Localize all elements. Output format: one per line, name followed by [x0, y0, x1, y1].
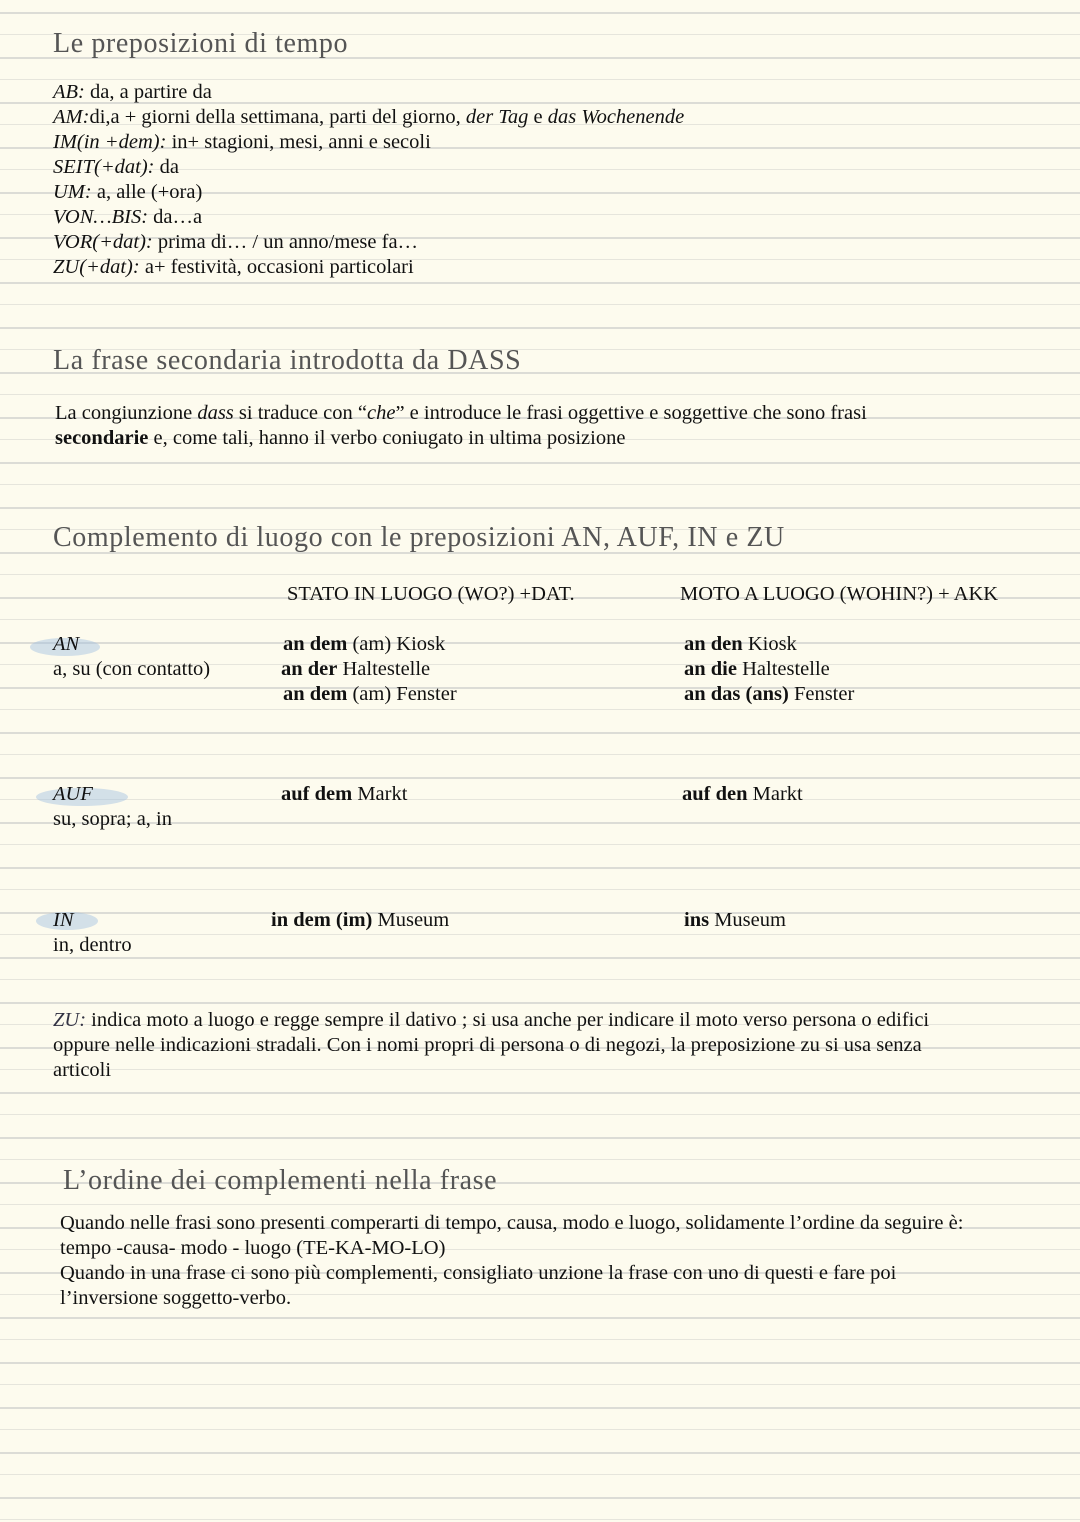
prep-auf-meaning: su, sopra; a, in [53, 808, 172, 830]
moto-row [684, 657, 830, 682]
ruled-line [0, 754, 1080, 755]
ruled-line [0, 1159, 1080, 1160]
text: (am) Fenster [347, 683, 457, 705]
ordine-line-3: Quando in una frase ci sono più complementi, consigliato unzione la frase con uno di questi e fare poi [60, 1262, 897, 1284]
text-bold: auf den [682, 783, 748, 805]
text-italic: der Tag [465, 106, 529, 128]
moto-row [684, 908, 786, 933]
prep-an [53, 632, 79, 657]
keyword: SEIT(+dat): [53, 156, 155, 178]
ruled-line [0, 1474, 1080, 1475]
ordine-line-1: Quando nelle frasi sono presenti comperarti di tempo, causa, modo e luogo, solidamente l’ordine da seguire è: [60, 1212, 964, 1234]
ruled-line [0, 484, 1080, 485]
keyword: AN [53, 633, 80, 655]
ruled-line [0, 1317, 1080, 1319]
text: ” e introduce le frasi oggettive e soggettive che sono frasi [395, 402, 867, 424]
ruled-line [0, 304, 1080, 305]
text-bold: an der [281, 658, 338, 680]
prep-in [53, 908, 74, 933]
ruled-line [0, 1092, 1080, 1094]
zu-line-3: articoli [53, 1059, 112, 1081]
ruled-line [0, 1114, 1080, 1115]
ruled-line [0, 957, 1080, 959]
heading-luogo: Complemento di luogo con le preposizioni AN, AUF, IN e ZU [53, 522, 785, 553]
line-im [53, 130, 431, 155]
keyword: VON…BIS: [53, 206, 149, 228]
prep-an-meaning: a, su (con contatto) [53, 658, 211, 680]
text: da, a partire da [84, 81, 212, 103]
text-italic: das Wochenende [547, 106, 685, 128]
ruled-line [0, 282, 1080, 284]
column-header-moto: MOTO A LUOGO (WOHIN?) + AKK [680, 583, 999, 605]
text-bold: ins [684, 909, 710, 931]
heading-ordine: L’ordine dei complementi nella frase [63, 1165, 498, 1196]
ruled-line [0, 1204, 1080, 1205]
ruled-line [0, 1137, 1080, 1139]
text: Museum [709, 909, 786, 931]
ruled-line [0, 507, 1080, 509]
moto-row [684, 632, 797, 657]
zu-line-2: oppure nelle indicazioni stradali. Con i nomi propri di persona o di negozi, la preposizione zu si usa senza [53, 1034, 922, 1056]
dass-line-2 [55, 426, 625, 451]
ruled-line [0, 1002, 1080, 1004]
keyword: AB: [53, 81, 85, 103]
text: e [528, 106, 548, 128]
stato-row [283, 632, 445, 657]
ruled-line [0, 1362, 1080, 1364]
ruled-line [0, 709, 1080, 710]
line-seit [53, 155, 179, 180]
text: di,a + giorni della settimana, parti del giorno, [89, 106, 466, 128]
text-bold: secondarie [55, 427, 149, 449]
stato-row [271, 908, 449, 933]
text-bold: auf dem [281, 783, 353, 805]
text: Haltestelle [736, 658, 830, 680]
stato-row [281, 782, 407, 807]
text: a+ festività, occasioni particolari [139, 256, 414, 278]
text-italic: dass [197, 402, 234, 424]
ruled-line [0, 462, 1080, 464]
text-bold: an das (ans) [684, 683, 789, 705]
prep-auf [53, 782, 93, 807]
ruled-line [0, 889, 1080, 890]
text-bold: an die [684, 658, 737, 680]
ruled-line [0, 1452, 1080, 1454]
text: da [154, 156, 179, 178]
line-von-bis [53, 205, 202, 230]
ruled-line [0, 777, 1080, 779]
ruled-line [0, 844, 1080, 845]
text: e, come tali, hanno il verbo coniugato in ultima posizione [148, 427, 626, 449]
keyword: UM: [53, 181, 92, 203]
ruled-line [0, 979, 1080, 980]
text: in+ stagioni, mesi, anni e secoli [166, 131, 431, 153]
ruled-line [0, 1339, 1080, 1340]
line-vor [53, 230, 418, 255]
ruled-line [0, 619, 1080, 620]
moto-row [684, 682, 854, 707]
ruled-line [0, 394, 1080, 395]
keyword: ZU(+dat): [53, 256, 140, 278]
keyword: IN [53, 909, 74, 931]
text: Markt [352, 783, 408, 805]
ordine-line-2: tempo -causa- modo - luogo (TE-KA-MO-LO) [60, 1237, 446, 1259]
ruled-line [0, 642, 1080, 644]
text: a, alle (+ora) [91, 181, 203, 203]
ruled-line [0, 732, 1080, 734]
text: La congiunzione [55, 402, 198, 424]
text: si traduce con “ [233, 402, 367, 424]
text: Museum [372, 909, 450, 931]
ruled-line [0, 934, 1080, 935]
line-zu [53, 255, 414, 280]
dass-line-1 [55, 401, 867, 426]
ruled-line [0, 1497, 1080, 1499]
heading-preposizioni-tempo: Le preposizioni di tempo [53, 28, 349, 59]
text: indica moto a luogo e regge sempre il dativo ; si usa anche per indicare il moto verso persona o edifici [86, 1009, 930, 1031]
zu-line-1 [53, 1008, 929, 1033]
prep-in-meaning: in, dentro [53, 934, 132, 956]
text: Markt [747, 783, 803, 805]
ruled-line [0, 1384, 1080, 1385]
text-bold: an dem [283, 633, 348, 655]
text: Fenster [788, 683, 855, 705]
column-header-stato: STATO IN LUOGO (WO?) +DAT. [287, 583, 575, 605]
ruled-line [0, 574, 1080, 575]
ordine-line-4: l’inversione soggetto-verbo. [60, 1287, 292, 1309]
text-bold: in dem (im) [271, 909, 373, 931]
ruled-line [0, 687, 1080, 689]
stato-row [281, 657, 430, 682]
text: Kiosk [742, 633, 797, 655]
text-bold: an den [684, 633, 743, 655]
line-ab [53, 80, 212, 105]
keyword: IM(in +dem): [53, 131, 167, 153]
ruled-line [0, 12, 1080, 14]
text: (am) Kiosk [347, 633, 446, 655]
text: da…a [148, 206, 203, 228]
ruled-line [0, 1069, 1080, 1070]
line-am [53, 105, 684, 130]
ruled-line [0, 1407, 1080, 1409]
keyword: AM: [53, 106, 90, 128]
keyword: AUF [53, 783, 93, 805]
text: prima di… / un anno/mese fa… [152, 231, 419, 253]
text-italic: che [366, 402, 396, 424]
keyword: VOR(+dat): [53, 231, 153, 253]
keyword: ZU: [53, 1009, 87, 1031]
ruled-line [0, 1429, 1080, 1430]
ruled-line [0, 327, 1080, 329]
line-um [53, 180, 202, 205]
stato-row [283, 682, 457, 707]
moto-row [682, 782, 803, 807]
ruled-line [0, 867, 1080, 869]
text-bold: an dem [283, 683, 348, 705]
text: Haltestelle [337, 658, 431, 680]
ruled-line [0, 912, 1080, 914]
heading-dass: La frase secondaria introdotta da DASS [53, 345, 522, 376]
ruled-line [0, 799, 1080, 800]
ruled-line [0, 1519, 1080, 1520]
